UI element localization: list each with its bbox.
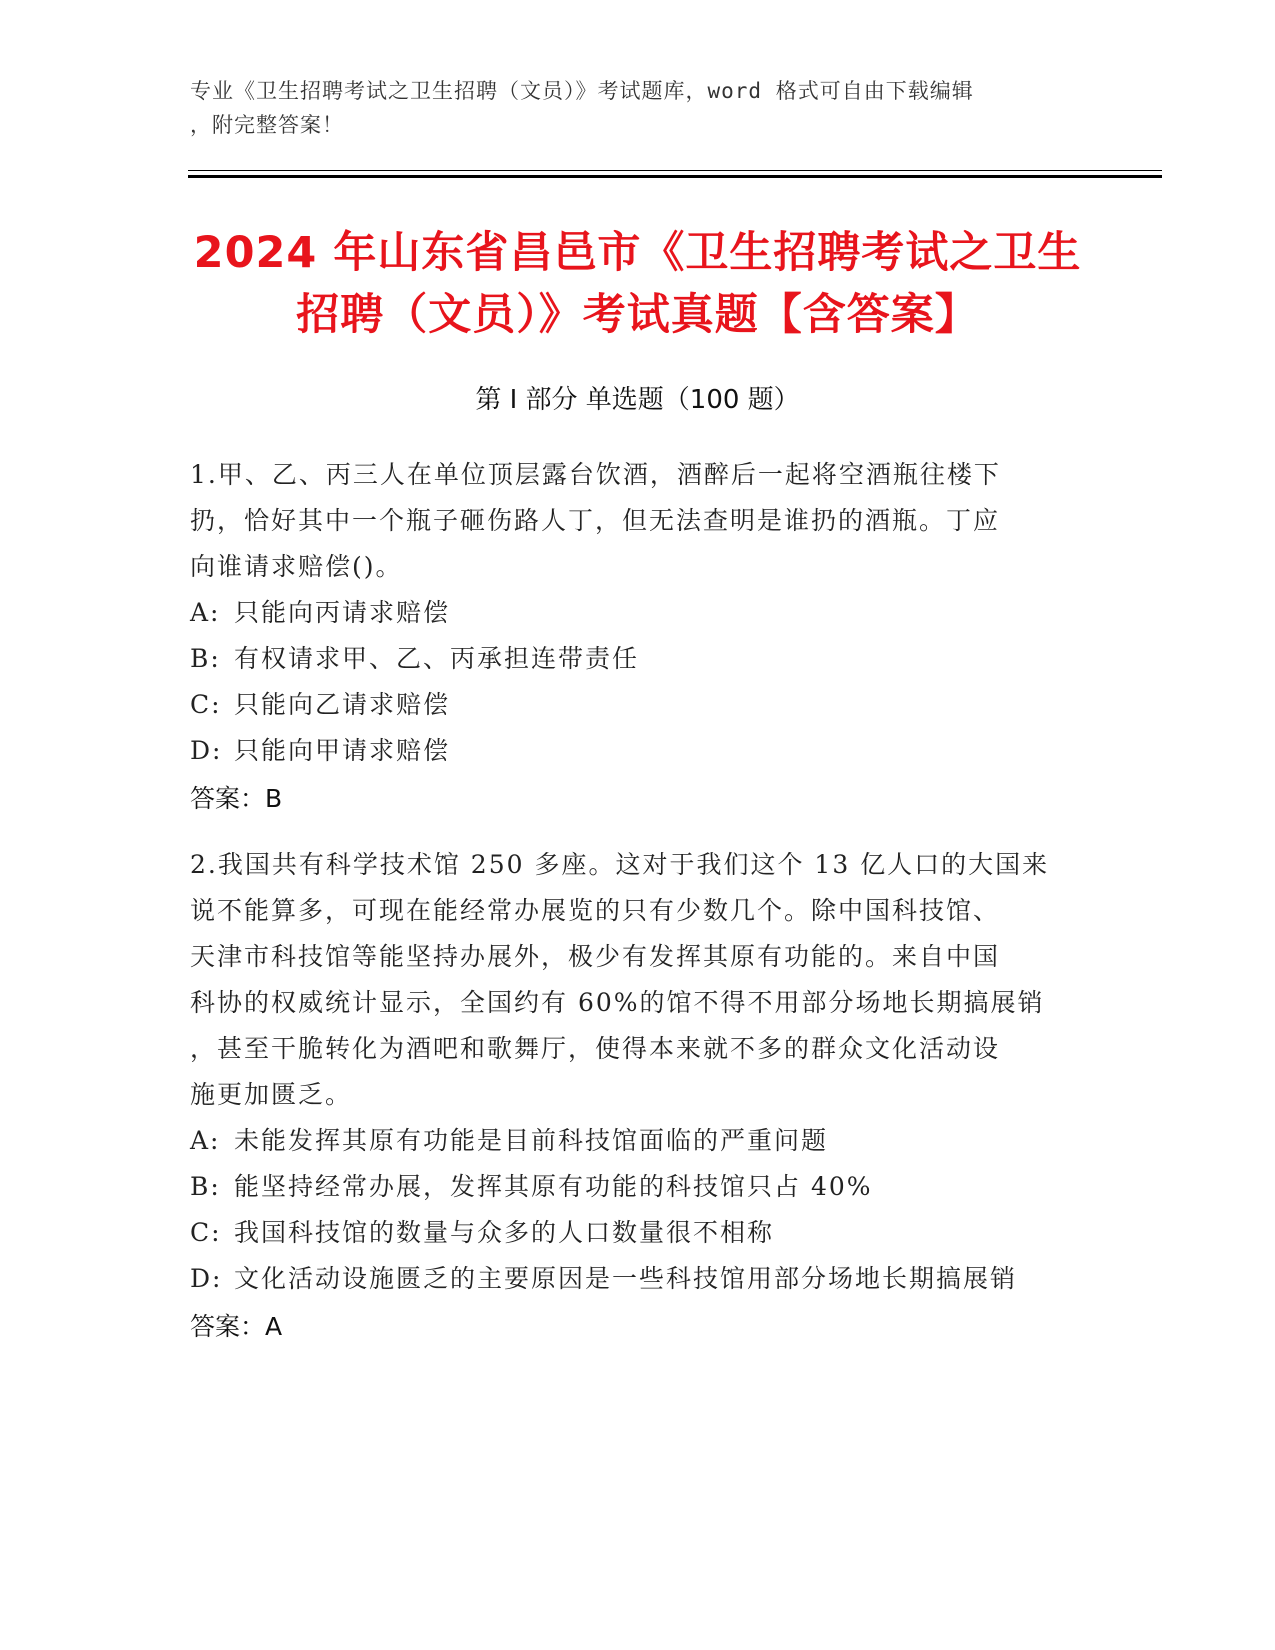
- option-key: C:: [190, 1218, 222, 1247]
- option-key: A:: [190, 1126, 221, 1155]
- option-text: 有权请求甲、乙、丙承担连带责任: [234, 644, 640, 673]
- question-stem-line: 施更加匮乏。: [190, 1080, 353, 1109]
- option-b: [190, 1164, 1090, 1210]
- document-title-line-2: 招聘（文员）》考试真题【含答案】: [296, 290, 979, 340]
- header-note: [190, 74, 1070, 142]
- option-d: [190, 1256, 1090, 1302]
- option-key: D:: [190, 736, 223, 765]
- header-rule-thick: [188, 175, 1162, 178]
- question-1: [190, 452, 1090, 822]
- header-rule-thin: [188, 170, 1162, 171]
- header-note-line-1: 专业《卫生招聘考试之卫生招聘（文员）》考试题库，word 格式可自由下载编辑: [190, 79, 974, 103]
- option-b: [190, 636, 1090, 682]
- option-text: 能坚持经常办展，发挥其原有功能的科技馆只占 40%: [234, 1172, 873, 1201]
- header-note-line-2: ，附完整答案！: [190, 113, 344, 137]
- option-text: 未能发挥其原有功能是目前科技馆面临的严重问题: [234, 1126, 829, 1155]
- question-stem-line: 向谁请求赔偿()。: [190, 552, 403, 581]
- question-stem-line: 1.甲、乙、丙三人在单位顶层露台饮酒，酒醉后一起将空酒瓶往楼下: [190, 460, 1001, 489]
- option-c: [190, 1210, 1090, 1256]
- option-text: 只能向甲请求赔偿: [234, 736, 451, 765]
- option-text: 我国科技馆的数量与众多的人口数量很不相称: [234, 1218, 775, 1247]
- option-key: D:: [190, 1264, 223, 1293]
- option-text: 只能向乙请求赔偿: [234, 690, 451, 719]
- section-heading: 第 I 部分 单选题（100 题）: [475, 385, 800, 415]
- question-2: [190, 842, 1090, 1350]
- option-d: [190, 728, 1090, 774]
- option-text: 文化活动设施匮乏的主要原因是一些科技馆用部分场地长期搞展销: [234, 1264, 1018, 1293]
- question-stem-line: 天津市科技馆等能坚持办展外，极少有发挥其原有功能的。来自中国: [190, 942, 1001, 971]
- question-stem-line: ，甚至干脆转化为酒吧和歌舞厅，使得本来就不多的群众文化活动设: [190, 1034, 1001, 1063]
- option-key: B:: [190, 644, 221, 673]
- option-a: [190, 590, 1090, 636]
- option-text: 只能向丙请求赔偿: [234, 598, 451, 627]
- answer: 答案：B: [190, 784, 283, 813]
- answer: 答案：A: [190, 1312, 283, 1341]
- document-title: [150, 222, 1125, 346]
- option-a: [190, 1118, 1090, 1164]
- option-c: [190, 682, 1090, 728]
- question-stem-line: 科协的权威统计显示，全国约有 60%的馆不得不用部分场地长期搞展销: [190, 988, 1045, 1017]
- question-stem-line: 扔，恰好其中一个瓶子砸伤路人丁，但无法查明是谁扔的酒瓶。丁应: [190, 506, 1001, 535]
- question-stem-line: 2.我国共有科学技术馆 250 多座。这对于我们这个 13 亿人口的大国来: [190, 850, 1050, 879]
- question-stem-line: 说不能算多，可现在能经常办展览的只有少数几个。除中国科技馆、: [190, 896, 1001, 925]
- option-key: C:: [190, 690, 222, 719]
- document-title-line-1: 2024 年山东省昌邑市《卫生招聘考试之卫生: [193, 228, 1082, 278]
- question-stem: [190, 452, 1090, 590]
- question-stem: [190, 842, 1090, 1118]
- option-key: B:: [190, 1172, 221, 1201]
- option-key: A:: [190, 598, 221, 627]
